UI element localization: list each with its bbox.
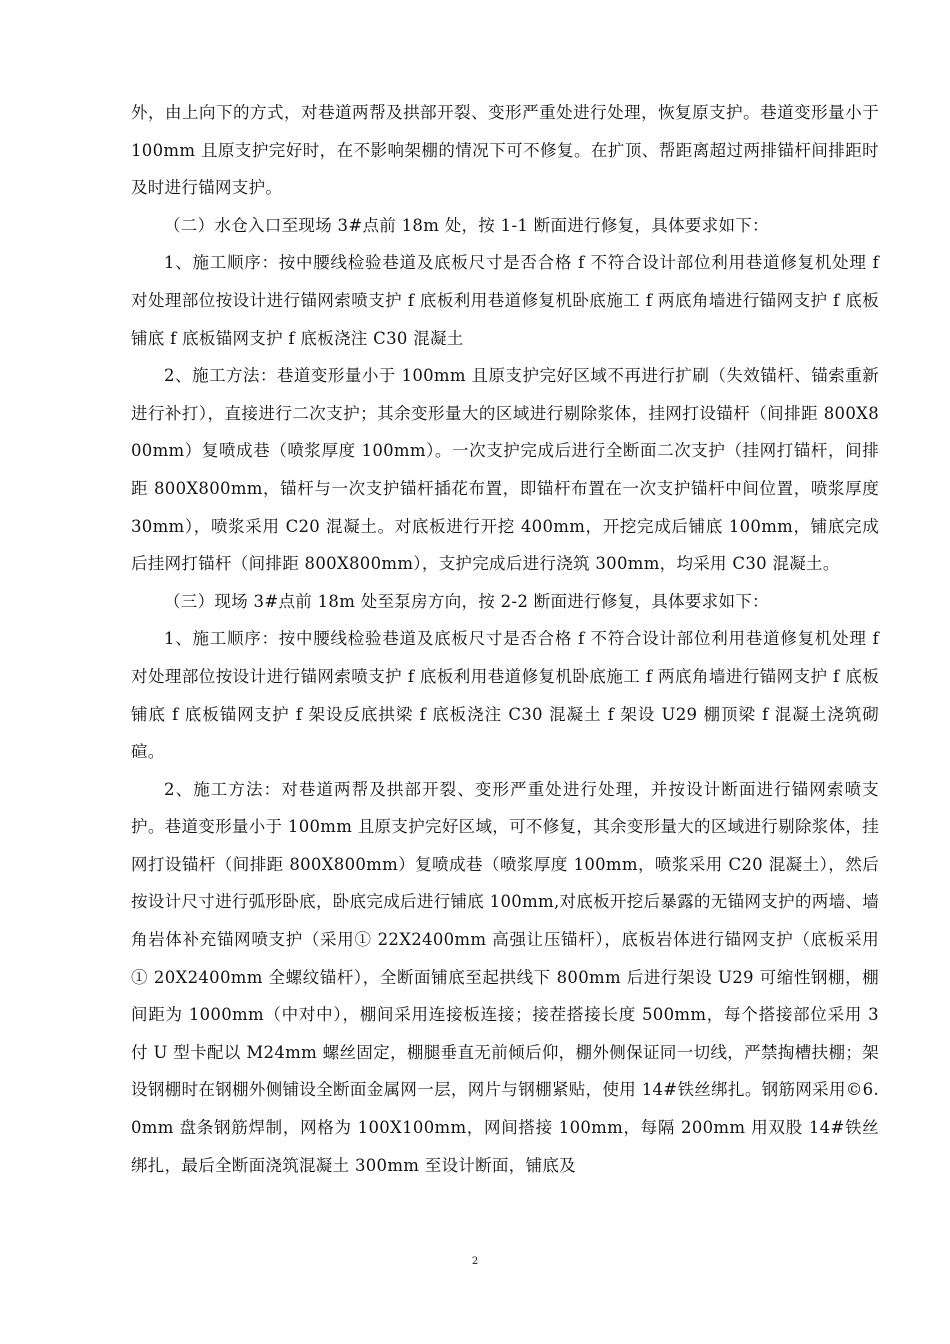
paragraph-construction-sequence: 1、施工顺序：按中腰线检验巷道及底板尺寸是否合格 f 不符合设计部位利用巷道修复机处理 f 对处理部位按设计进行锚网索喷支护 f 底板利用巷道修复机卧底施工 f 两底角墙进行锚网支护 f 底板铺底 f 底板锚网支护 f 底板浇注 C30 混凝土 [131,253,879,348]
page-number: 2 [471,1256,479,1267]
paragraph-construction-method: 2、施工方法：对巷道两帮及拱部开裂、变形严重处进行处理，并按设计断面进行锚网索喷支护。巷道变形量小于 100mm 且原支护完好区域，可不修复，其余变形量大的区域进行剔除浆体，挂网打设锚杆（间排距 800X800mm）复喷成巷（喷浆厚度 100mm，喷浆采用 C20 混凝土），然后按设计尺寸进行弧形卧底，卧底完成后进行铺底 100mm,对底板开挖后暴露的无锚网支护的两墙、墙角岩体补充锚网喷支护（采用① 22X2400mm 高强让压锚杆），底板岩体进行锚网支护（底板采用① 20X2400mm 全螺纹锚杆），全断面铺底至起拱线下 800mm 后进行架设 U29 可缩性钢棚，棚间距为 1000mm（中对中），棚间采用连接板连接；接茬搭接长度 500mm，每个搭接部位采用 3 付 U 型卡配以 M24mm 螺丝固定，棚腿垂直无前倾后仰，棚外侧保证同一切线，严禁掏槽扶棚；架设钢棚时在钢棚外侧铺设全断面金属网一层，网片与钢棚紧贴，使用 14#铁丝绑扎。钢筋网采用©6.0mm 盘条钢筋焊制，网格为 100X100mm，网间搭接 100mm，每隔 200mm 用双股 14#铁丝绑扎，最后全断面浇筑混凝土 300mm 至设计断面，铺底及 [131,779,879,1175]
section-heading-2: （二）水仓入口至现场 3#点前 18m 处，按 1-1 断面进行修复，具体要求如下： [164,215,769,235]
paragraph-continuation: 外，由上向下的方式，对巷道两帮及拱部开裂、变形严重处进行处理，恢复原支护。巷道变形量小于 100mm 且原支护完好时，在不影响架棚的情况下可不修复。在扩顶、帮距离超过两排锚杆间排距时及时进行锚网支护。 [131,103,879,198]
body-text [131,94,879,1184]
section-heading-3: （三）现场 3#点前 18m 处至泵房方向，按 2-2 断面进行修复，具体要求如下： [164,591,769,611]
paragraph-construction-sequence: 1、施工顺序：按中腰线检验巷道及底板尺寸是否合格 f 不符合设计部位利用巷道修复机处理 f 对处理部位按设计进行锚网索喷支护 f 底板利用巷道修复机卧底施工 f 两底角墙进行锚网支护 f 底板铺底 f 底板锚网支护 f 架设反底拱梁 f 底板浇注 C30 混凝土 f 架设 U29 棚顶梁 f 混凝土浇筑砌碹。 [131,629,879,762]
paragraph-construction-method: 2、施工方法：巷道变形量小于 100mm 且原支护完好区域不再进行扩刷（失效锚杆、锚索重新进行补打），直接进行二次支护；其余变形量大的区域进行剔除浆体，挂网打设锚杆（间排距 800X800mm）复喷成巷（喷浆厚度 100mm）。一次支护完成后进行全断面二次支护（挂网打锚杆，间排距 800X800mm，锚杆与一次支护锚杆插花布置，即锚杆布置在一次支护锚杆中间位置，喷浆厚度 30mm），喷浆采用 C20 混凝土。对底板进行开挖 400mm，开挖完成后铺底 100mm，铺底完成后挂网打锚杆（间排距 800X800mm），支护完成后进行浇筑 300mm，均采用 C30 混凝土。 [131,366,879,574]
